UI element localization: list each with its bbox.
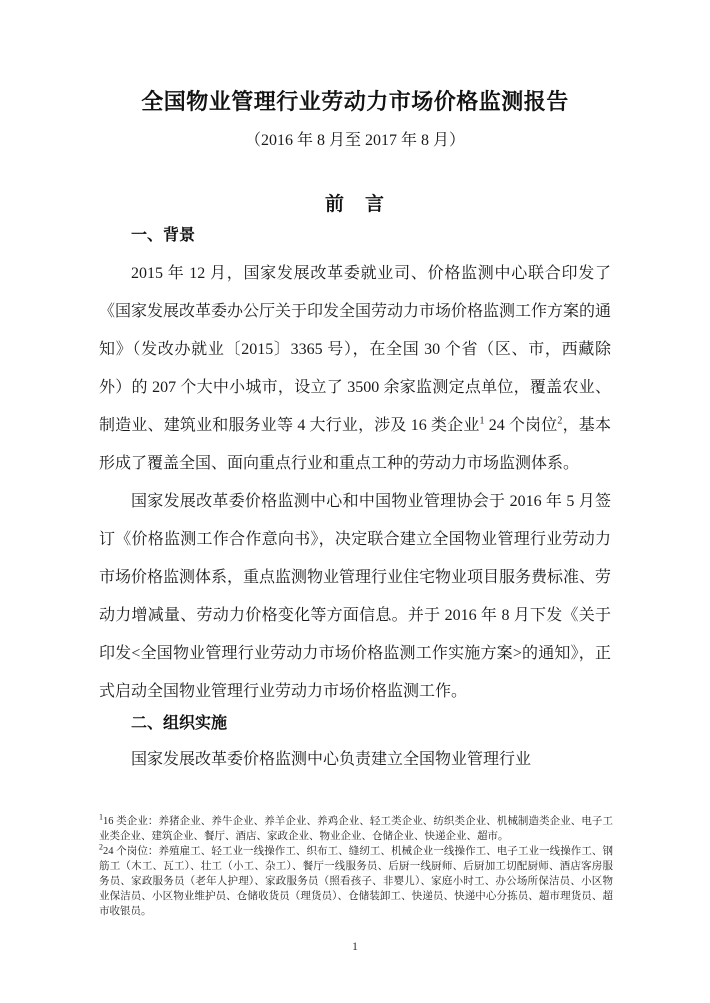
section-2-heading: 二、组织实施: [131, 715, 228, 732]
footnote-1-text: 16 类企业：养猪企业、养牛企业、养羊企业、养鸡企业、轻工类企业、纺织类企业、机械制造类企业、电子工业类企业、建筑企业、餐厅、酒店、家政企业、物业企业、仓储企业、快递企业、超市。: [99, 816, 613, 842]
report-title: 全国物业管理行业劳动力市场价格监测报告: [141, 89, 569, 114]
footnote-2-text: 24 个岗位：养殖雇工、轻工业一线操作工、织布工、缝纫工、机械企业一线操作工、电子工业一线操作工、钢筋工（木工、瓦工）、壮工（小工、杂工）、餐厅一线服务员、后厨一线厨师、后厨加工切配厨师、酒店客房服务员、家政服务员（老年人护理）、家政服务员（照看孩子、非婴儿）、家庭小时工、办公场所保洁员、小区物业保洁员、小区物业维护员、仓储收货员（理货员）、仓储装卸工、快递员、快递中心分拣员、超市理货员、超市收银员。: [99, 846, 613, 917]
footnote-1: [99, 814, 613, 844]
report-date-range: （2016 年 8 月至 2017 年 8 月）: [244, 132, 465, 149]
footnote-ref-2: 2: [557, 415, 563, 427]
page-number: 1: [352, 939, 358, 953]
section-1-paragraph-1: [99, 255, 611, 483]
paragraph-text: 2015 年 12 月，国家发展改革委就业司、价格监测中心联合印发了《国家发展改革委办公厅关于印发全国劳动力市场价格监测工作方案的通知》（发改办就业〔2015〕3365 号），在全国 30 个省（区、市，西藏除外）的 207 个大中小城市，设立了 3500 余家监测定点单位，覆盖农业、制造业、建筑业和服务业等 4 大行业，涉及 16 类企业: [99, 265, 612, 434]
footnote-2-marker: 2: [99, 842, 103, 852]
section-2-paragraph-1: 国家发展改革委价格监测中心负责建立全国物业管理行业: [131, 751, 532, 768]
footnote-ref-1: 1: [479, 415, 485, 427]
preface-heading: 前 言: [324, 194, 385, 215]
footnotes-area: [99, 814, 613, 919]
paragraph-text: 24 个岗位: [484, 417, 558, 434]
footnote-2: [99, 844, 613, 919]
paragraph-text: ，基本形成了覆盖全国、面向重点行业和重点工种的劳动力市场监测体系。: [99, 417, 611, 472]
section-1-heading: 一、背景: [131, 227, 196, 244]
section-1-paragraph-2: 国家发展改革委价格监测中心和中国物业管理协会于 2016 年 5 月签订《价格监测工作合作意向书》，决定联合建立全国物业管理行业劳动力市场价格监测体系，重点监测物业管理行业住宅物业项目服务费标准、劳动力增减量、劳动力价格变化等方面信息。并于 2016 年 8 月下发《关于印发<全国物业管理行业劳动力市场价格监测工作实施方案>的通知》，正式启动全国物业管理行业劳动力市场价格监测工作。: [99, 493, 612, 700]
footnote-1-marker: 1: [99, 812, 103, 822]
